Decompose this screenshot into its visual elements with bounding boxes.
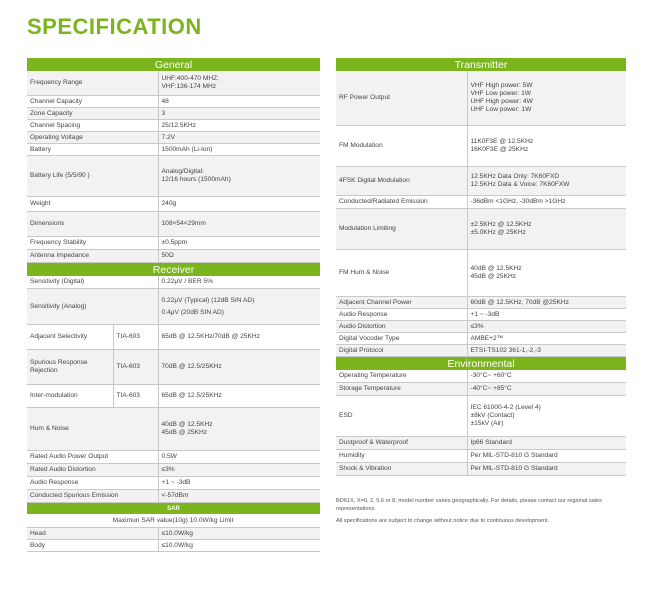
table-row: Battery Life (5/5/90 ) Analog/Digital: 12/16 hours (1500mAh) xyxy=(27,156,320,197)
table-row: Sensitivity (Analog) 0.22μV (Typical) (12dB SIN AD) 0.4μV (20dB SIN AD) xyxy=(27,289,320,325)
table-row: Body ≤10.0W/kg xyxy=(27,540,320,552)
table-row: Channel Spacing 25/12.5KHz xyxy=(27,120,320,132)
environmental-table xyxy=(336,357,626,476)
footnote-disclaimer: All specifications are subject to change without notice due to continuous development. xyxy=(336,518,550,524)
general-heading: General xyxy=(27,58,320,71)
receiver-heading: Receiver xyxy=(27,263,320,276)
table-row: Dustproof & Waterproof Ip66 Standard xyxy=(336,437,626,450)
footnotes xyxy=(336,497,626,529)
table-row: Zone Capacity 3 xyxy=(27,108,320,120)
general-table xyxy=(27,58,320,263)
sar-heading: SAR xyxy=(27,503,320,514)
table-row: Frequency Stability ±0.5ppm xyxy=(27,237,320,250)
table-row: Conducted Spurious Emission <-57dBm xyxy=(27,490,320,503)
receiver-table xyxy=(27,263,320,503)
table-row: Humidity Per MIL-STD-810 G Standard xyxy=(336,450,626,463)
transmitter-heading: Transmitter xyxy=(336,58,626,71)
sar-table xyxy=(27,503,320,552)
table-row: FM Hum & Noise 40dB @ 12.5KHz 45dB @ 25KHz xyxy=(336,250,626,297)
transmitter-table xyxy=(336,58,626,357)
table-row: Spurious Response Rejection TIA-603 70dB @ 12.5/25KHz xyxy=(27,350,320,385)
table-row: Battery 1500mAh (Li-Ion) xyxy=(27,144,320,156)
table-row: Adjacent Selectivity TIA-603 65dB @ 12.5KHz/70dB @ 25KHz xyxy=(27,325,320,350)
page-title: SPECIFICATION xyxy=(27,14,202,39)
table-row: Frequency Range UHF:400-470 MHZ; VHF:136-174 MHz xyxy=(27,71,320,96)
table-row: Hum & Noise 40dB @ 12.5KHz 45dB @ 25KHz xyxy=(27,408,320,451)
table-row: Audio Distortion ≤3% xyxy=(336,321,626,333)
table-row: Operating Voltage 7.2V xyxy=(27,132,320,144)
table-row: Weight 240g xyxy=(27,197,320,212)
table-row: RF Power Output VHF High power: 5W VHF Low power: 1W UHF High power: 4W UHF Low power: 1W xyxy=(336,71,626,126)
environmental-heading: Environmental xyxy=(336,357,626,370)
table-row: Dimensions 108×54×29mm xyxy=(27,212,320,237)
right-column xyxy=(336,58,626,476)
table-row: Channel Capacity 48 xyxy=(27,96,320,108)
table-row: Shock & Vibration Per MIL-STD-810 G Standard xyxy=(336,463,626,476)
table-row: Audio Response +1 ~ -3dB xyxy=(27,477,320,490)
table-row: Conducted/Radiated Emission -36dBm <1GHz, -30dBm >1GHz xyxy=(336,196,626,209)
table-row: FM Modulation 11K0F3E @ 12.5KHz 16K0F3E @ 25KHz xyxy=(336,126,626,167)
table-row: Head ≤10.0W/kg xyxy=(27,528,320,540)
table-row: 4FSK Digital Modulation 12.5KHz Data Only: 7K60FXD 12.5KHz Data & Voice: 7K60FXW xyxy=(336,167,626,196)
table-row: Operating Temperature -30°C~ +60°C xyxy=(336,370,626,383)
table-row: Rated Audio Power Output 0.5W xyxy=(27,451,320,464)
table-row: Modulation Limiting ±2.5KHz @ 12.5KHz ±5.0KHz @ 25KHz xyxy=(336,209,626,250)
footnote-model: BD61X, X=0, 2, 5,6 or 8, model number varies geographically. For details, please contact our regional sales representatives. xyxy=(336,498,602,512)
left-column xyxy=(27,58,320,552)
table-row: Inter-modulation TIA-603 65dB @ 12.5/25KHz xyxy=(27,385,320,408)
table-row: Storage Temperature -40°C~ +85°C xyxy=(336,383,626,396)
sar-limit: Maximun SAR value(10g) 10.0W/kg Limit xyxy=(27,514,320,528)
table-row: Digital Vocoder Type AMBE+2™ xyxy=(336,333,626,345)
table-row: Digital Protocol ETSI-TS102 361-1,-2,-3 xyxy=(336,345,626,357)
table-row: Sensitivity (Digital) 0.22μV / BER 5% xyxy=(27,276,320,289)
table-row: Audio Response +1 ~ -3dB xyxy=(336,309,626,321)
table-row: Adjacent Channel Power 60dB @ 12.5KHz, 70dB @25KHz xyxy=(336,297,626,309)
table-row: ESD IEC 61000-4-2 (Level 4) ±8kV (Contact) ±15kV (Air) xyxy=(336,396,626,437)
table-row: Rated Audio Distortion ≤3% xyxy=(27,464,320,477)
table-row: Antenna Impedance 50Ω xyxy=(27,250,320,263)
